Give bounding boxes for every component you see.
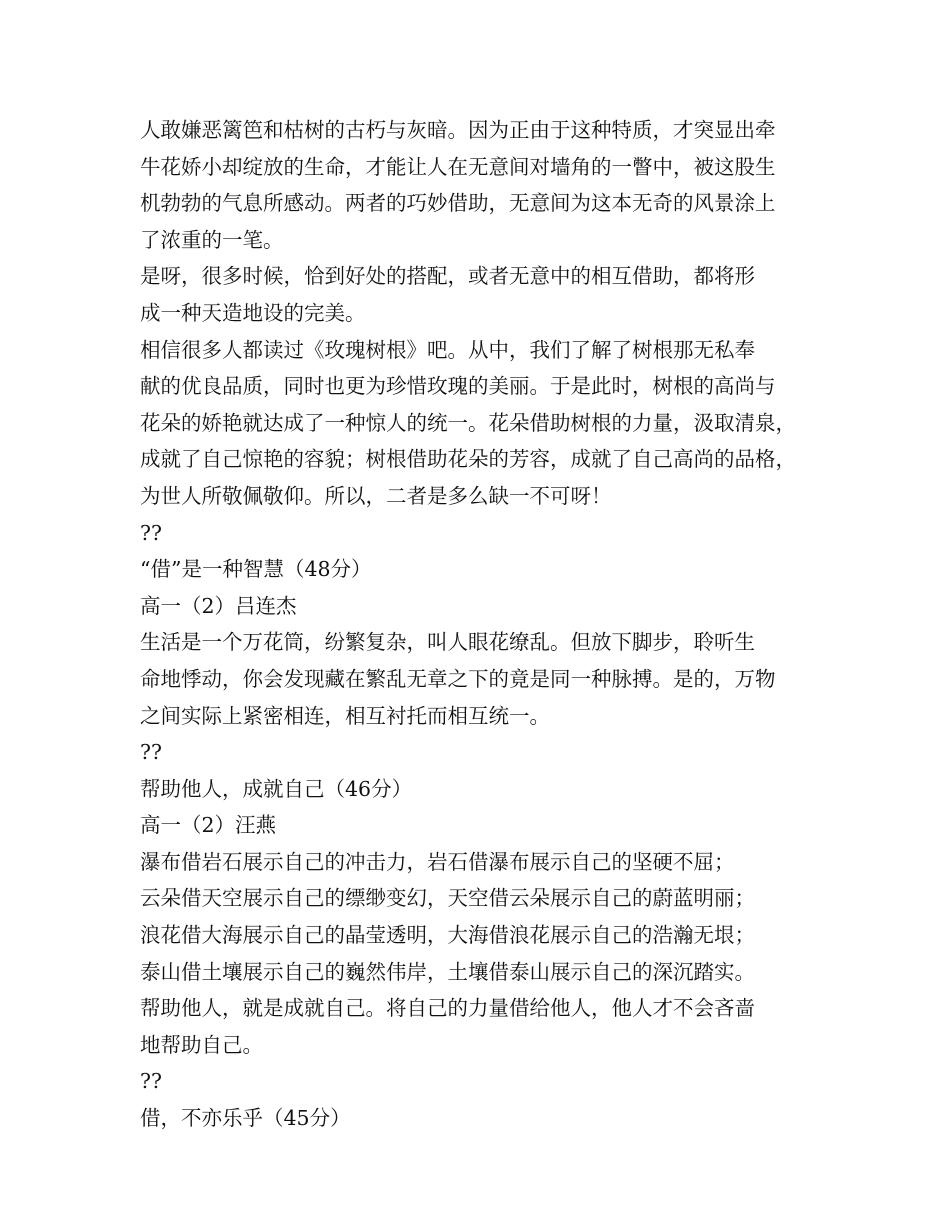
essay-author: 高一（2）汪燕 (140, 813, 277, 838)
text-line-26: 地帮助自己。 (140, 1032, 263, 1057)
text-line-11: 为世人所敬佩敬仰。所以，二者是多么缺一不可呀！ (140, 483, 612, 508)
text-line-24: 泰山借土壤展示自己的巍然伟岸，土壤借泰山展示自己的深沉踏实。 (140, 959, 755, 984)
text-line-4: 了浓重的一笔。 (140, 227, 284, 252)
separator-mark: ?? (140, 520, 162, 545)
text-line-15: 生活是一个万花筒，纷繁复杂，叫人眼花缭乱。但放下脚步，聆听生 (140, 630, 755, 655)
text-line-7: 相信很多人都读过《玫瑰树根》吧。从中，我们了解了树根那无私奉 (140, 337, 755, 362)
separator-mark: ?? (140, 1069, 162, 1094)
essay-title: 借，不亦乐乎（45分） (140, 1106, 351, 1131)
text-line-2: 牛花娇小却绽放的生命，才能让人在无意间对墙角的一瞥中，被这股生 (140, 154, 776, 179)
text-line-3: 机勃勃的气息所感动。两者的巧妙借助，无意间为这本无奇的风景涂上 (140, 191, 776, 216)
text-line-23: 浪花借大海展示自己的晶莹透明，大海借浪花展示自己的浩瀚无垠； (140, 923, 755, 948)
text-line-25: 帮助他人，就是成就自己。将自己的力量借给他人，他人才不会吝啬 (140, 996, 755, 1021)
essay-title: 帮助他人，成就自己（46分） (140, 776, 413, 801)
text-line-16: 命地悸动，你会发现藏在繁乱无章之下的竟是同一种脉搏。是的，万物 (140, 666, 776, 691)
text-line-8: 献的优良品质，同时也更为珍惜玫瑰的美丽。于是此时，树根的高尚与 (140, 374, 776, 399)
separator-mark: ?? (140, 740, 162, 765)
essay-author: 高一（2）吕连杰 (140, 593, 297, 618)
text-line-6: 成一种天造地设的完美。 (140, 300, 366, 325)
document-body (140, 112, 820, 1137)
text-line-17: 之间实际上紧密相连，相互衬托而相互统一。 (140, 703, 550, 728)
text-line-9: 花朵的娇艳就达成了一种惊人的统一。花朵借助树根的力量，汲取清泉， (140, 410, 796, 435)
text-line-22: 云朵借天空展示自己的缥缈变幻，天空借云朵展示自己的蔚蓝明丽； (140, 886, 755, 911)
text-line-1: 人敢嫌恶篱笆和枯树的古朽与灰暗。因为正由于这种特质，才突显出牵 (140, 118, 776, 142)
text-line-21: 瀑布借岩石展示自己的冲击力，岩石借瀑布展示自己的坚硬不屈； (140, 849, 735, 874)
essay-title: “借”是一种智慧（48分） (140, 557, 372, 582)
text-line-5: 是呀，很多时候，恰到好处的搭配，或者无意中的相互借助，都将形 (140, 264, 755, 289)
text-line-10: 成就了自己惊艳的容貌；树根借助花朵的芳容，成就了自己高尚的品格， (140, 447, 796, 472)
